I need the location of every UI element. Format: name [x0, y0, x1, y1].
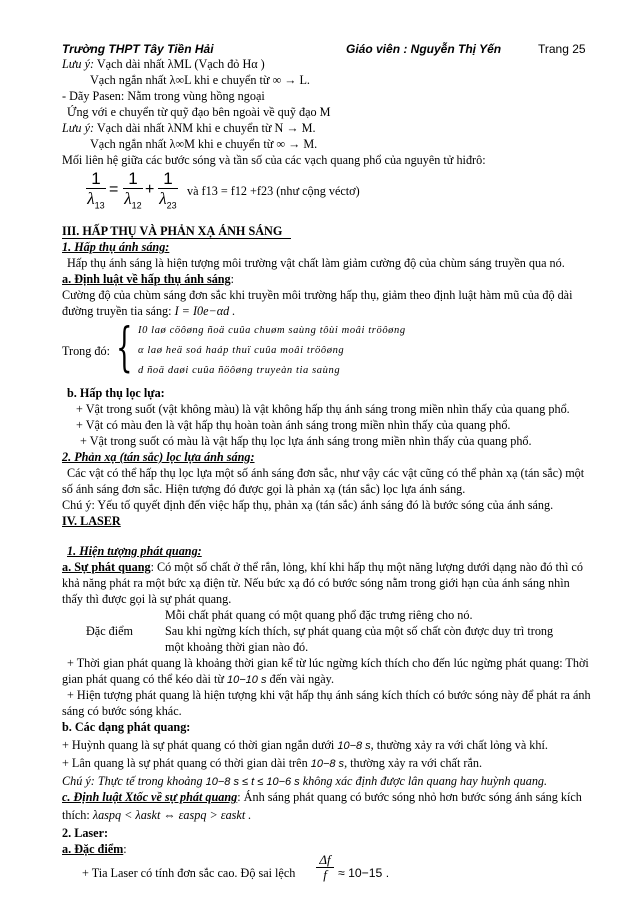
note-line-1 — [62, 57, 265, 71]
legend-alpha: α laø heä soá haáp thuï cuûa moâi tröôøng — [138, 345, 345, 356]
text: gian phát quang có thể kéo dài từ — [62, 672, 227, 686]
law-heading — [62, 272, 234, 286]
features-label: Đặc điểm — [86, 624, 134, 638]
lambda-symbol: λ — [159, 189, 167, 208]
text-line — [62, 672, 334, 687]
text: không xác định được lân quang hay huỳnh quang. — [299, 774, 548, 788]
equals-sign: = — [109, 181, 119, 198]
denominator — [123, 189, 143, 215]
fraction-lambda-23 — [158, 170, 178, 215]
numerator: 1 — [163, 169, 173, 188]
duration-value: 10−8 s — [337, 740, 371, 752]
subheading-photoluminescence — [67, 544, 202, 558]
text: , thường xảy ra với chất rắn. — [344, 756, 483, 770]
subheading-laser: 2. Laser: — [62, 826, 109, 840]
text: , thường xảy ra với chất lỏng và khí. — [370, 738, 548, 752]
note-text: Vạch dài nhất λNM khi e chuyển từ N → M. — [94, 121, 316, 135]
fraction-lambda-13 — [86, 170, 106, 215]
feature-2-cont: một khoảng thời gian nào đó. — [165, 640, 309, 654]
text-line-phosphorescence — [62, 756, 482, 771]
text-line: + Hiện tượng phát quang là hiện tượng khi vật hấp thụ ánh sáng kích thích có bước sóng này để phát ra ánh — [67, 688, 591, 702]
term: a. Đặc điểm — [62, 842, 124, 856]
lambda-symbol: λ — [124, 189, 132, 208]
left-brace: { — [116, 318, 133, 378]
text: + Lân quang là sự phát quang có thời gian dài trên — [62, 756, 311, 770]
legend-d: d ñoä daøi cuûa ñöôøng truyeàn tia saùng — [138, 365, 341, 376]
feature-2: Sau khi ngừng kích thích, sự phát quang của một số chất còn được duy trì trong — [165, 624, 554, 638]
features-heading — [62, 842, 127, 856]
text-line: + Tia Laser có tính đơn sắc cao. Độ sai lệch — [82, 866, 296, 880]
text-line: thấy thì được gọi là sự phát quang. — [62, 592, 232, 606]
note-line-2 — [62, 121, 316, 135]
text: đến vài ngày. — [266, 672, 335, 686]
section-heading-iv: IV. LASER — [62, 514, 121, 528]
text-line: Hấp thụ ánh sáng là hiện tượng môi trường vật chất làm giảm cường độ của chùm sáng truyền qua nó. — [67, 256, 565, 270]
heading-text: 1. Hiện tượng phát quang: — [67, 544, 202, 558]
subscript: 12 — [131, 200, 142, 211]
where-label: Trong đó: — [62, 344, 110, 358]
feature-1: Mỗi chất phát quang có một quang phổ đặc trưng riêng cho nó. — [165, 608, 473, 622]
text-line: Các vật có thể hấp thụ lọc lựa một số ánh sáng đơn sắc, như vậy các vật cũng có thể phản xạ (tán sắc) một — [67, 466, 585, 480]
duration-range: 10−8 s ≤ t ≤ 10−6 s — [205, 776, 300, 788]
subheading-types: b. Các dạng phát quang: — [62, 720, 191, 734]
denominator — [158, 189, 178, 215]
section-heading-iii: III. HẤP THỤ VÀ PHẢN XẠ ÁNH SÁNG — [62, 224, 291, 239]
text-line: khả năng phát ra một bức xạ điện từ. Nếu bức xạ đó có bước sóng nằm trong giới hạn của ánh sáng nhìn — [62, 576, 570, 590]
numerator: 1 — [128, 169, 138, 188]
text-line-with-law — [62, 304, 235, 318]
text-line: Mối liên hệ giữa các bước sóng và tần số của các vạch quang phổ của nguyên tử hiđrô: — [62, 153, 486, 167]
precision-value: ≈ 10−15 . — [338, 866, 390, 880]
note-label: Lưu ý: — [62, 121, 95, 135]
duration-value: 10−10 s — [227, 674, 267, 686]
text-line: + Vật trong suốt có màu là vật hấp thụ lọc lựa ánh sáng trong miền nhìn thấy của quang phổ. — [80, 434, 532, 448]
subscript: 13 — [94, 200, 105, 211]
text-line: Chú ý: Yếu tố quyết định đến việc hấp thụ, phản xạ (tán sắc) ánh sáng đó là bước sóng của ánh sáng. — [62, 498, 554, 512]
header-page-number: Trang 25 — [538, 42, 586, 56]
text-line-stokes — [62, 808, 251, 822]
duration-value: 10−8 s — [310, 758, 345, 770]
text-line — [62, 790, 582, 804]
text-line: Vạch ngắn nhất λ∞M khi e chuyển từ ∞ → M. — [90, 137, 318, 151]
fraction-lambda-12 — [123, 170, 143, 215]
note-line-3 — [62, 774, 547, 789]
denominator: f — [323, 867, 327, 882]
numerator: Δf — [319, 852, 331, 867]
text-line: + Thời gian phát quang là khoảng thời gian kể từ lúc ngừng kích thích cho đến lúc ngừng phát quang: Thời — [67, 656, 589, 670]
text-line: + Vật có màu đen là vật hấp thụ hoàn toàn ánh sáng trong miền nhìn thấy của quang phổ. — [76, 418, 511, 432]
subheading-selective-absorption: b. Hấp thụ lọc lựa: — [67, 386, 165, 400]
plus-sign: + — [145, 181, 155, 198]
text: đường truyền tia sáng: — [62, 304, 172, 318]
text: : Ánh sáng phát quang có bước sóng nhỏ hơn bước sóng ánh sáng kích — [237, 790, 582, 804]
text: : Có một số chất ở thể rắn, lỏng, khí khi hấp thụ một năng lượng dưới dạng nào đó thì có — [150, 560, 583, 574]
stokes-inequality: λaspq < λaskt ⇔ εaspq > εaskt . — [92, 808, 252, 822]
law-title: c. Định luật Xtốc về sự phát quang — [62, 790, 238, 804]
text-line: Ứng với e chuyển từ quỹ đạo bên ngoài về quỹ đạo M — [67, 105, 331, 119]
text-line: Vạch ngắn nhất λ∞L khi e chuyển từ ∞ → L. — [90, 73, 310, 87]
colon: : — [123, 842, 127, 856]
fraction-delta-f — [316, 853, 334, 882]
header-school: Trường THPT Tây Tiền Hải — [62, 42, 214, 56]
subheading-selective-reflection: 2. Phản xạ (tán sắc) lọc lựa ánh sáng: — [62, 450, 255, 464]
subscript: 23 — [166, 200, 177, 211]
formula-frequency-relation: và f13 = f12 +f23 (như cộng véctơ) — [187, 184, 360, 198]
note-label: Lưu ý: — [62, 57, 95, 71]
text-line: - Dãy Pasen: Nằm trong vùng hồng ngoại — [62, 89, 265, 103]
header-teacher: Giáo viên : Nguyễn Thị Yến — [346, 42, 502, 56]
text-line: Cường độ của chùm sáng đơn sắc khi truyền môi trường hấp thụ, giảm theo định luật hàm mũ của độ dài — [62, 288, 573, 302]
denominator — [86, 189, 106, 215]
text: + Huỳnh quang là sự phát quang có thời gian ngắn dưới — [62, 738, 338, 752]
colon: : — [230, 272, 235, 286]
numerator: 1 — [91, 169, 101, 188]
text-line — [62, 560, 583, 574]
lambda-symbol: λ — [87, 189, 95, 208]
text: thích: — [62, 808, 93, 822]
text-line: số ánh sáng đơn sắc. Hiện tượng đó được gọi là phản xạ (tán sắc) lọc lựa ánh sáng. — [62, 482, 466, 496]
absorption-law-formula: I = I0e−αd . — [174, 304, 236, 318]
term: a. Sự phát quang — [62, 560, 151, 574]
legend-i0: I0 laø cöôøng ñoä cuûa chuøm saùng tôùi moâi tröôøng — [138, 325, 406, 336]
text-line: sáng có bước sóng khác. — [62, 704, 182, 718]
text: Chú ý: Thực tế trong khoảng — [62, 774, 206, 788]
law-title: a. Định luật về hấp thụ ánh sáng — [62, 272, 231, 286]
subheading-absorption: 1. Hấp thụ ánh sáng: — [62, 240, 170, 254]
note-text: Vạch dài nhất λML (Vạch đỏ Hα ) — [94, 57, 265, 71]
text-line-fluorescence — [62, 738, 548, 753]
text-line: + Vật trong suốt (vật không màu) là vật không hấp thụ ánh sáng trong miền nhìn thấy của quang phổ. — [76, 402, 570, 416]
